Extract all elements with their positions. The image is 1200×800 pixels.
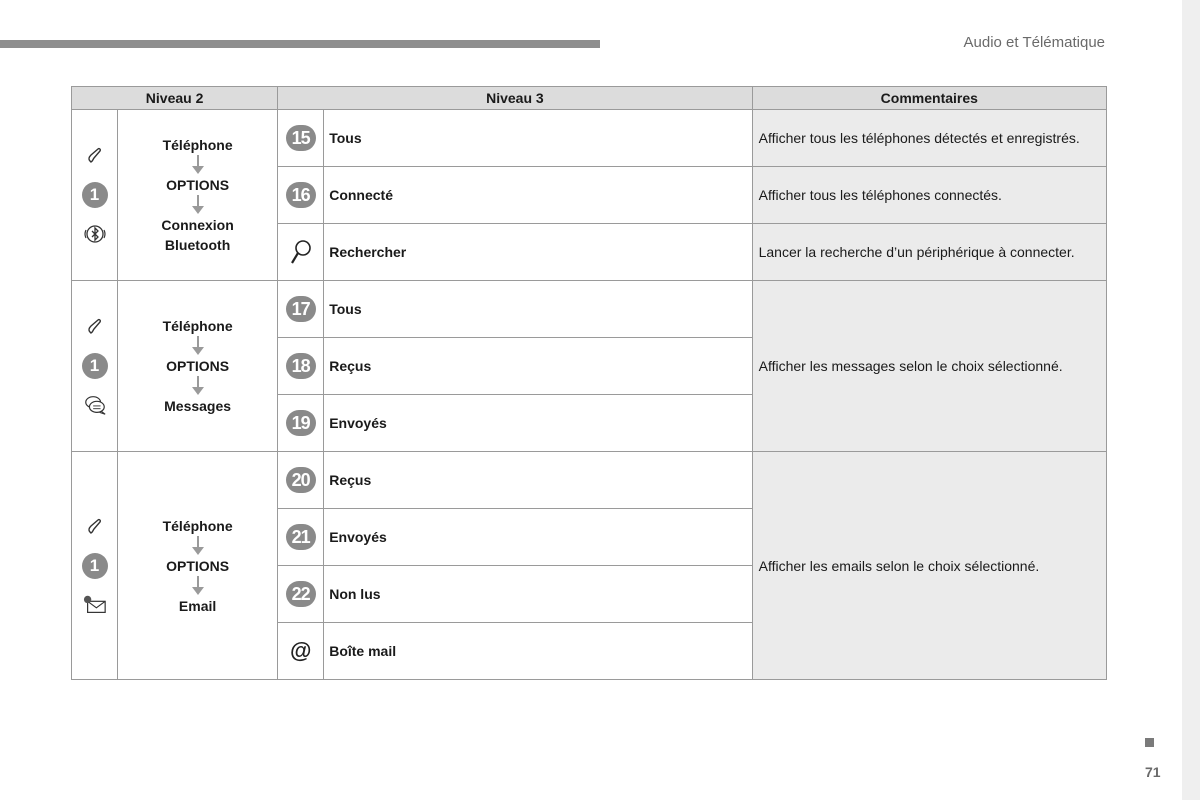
comment-cell: Afficher les emails selon le choix sélectionné.: [752, 452, 1106, 680]
group-path: [118, 281, 278, 452]
header-commentaires: Commentaires: [752, 87, 1106, 110]
down-arrow-icon: [118, 536, 277, 556]
level3-label: Boîte mail: [324, 623, 752, 680]
header-niveau-3: Niveau 3: [278, 87, 752, 110]
message-bubble-icon: [83, 393, 107, 417]
section-title: Audio et Télématique: [963, 34, 1105, 51]
row-number: [278, 167, 324, 224]
group-path: [118, 452, 278, 680]
comment-cell: Lancer la recherche d’un périphérique à connecter.: [752, 224, 1106, 281]
row-number: [278, 338, 324, 395]
step-badge: 17: [286, 296, 316, 322]
path-step: Connexion Bluetooth: [161, 217, 234, 253]
level3-label: Tous: [324, 281, 752, 338]
comment-cell: Afficher tous les téléphones connectés.: [752, 167, 1106, 224]
group-icons: [72, 452, 118, 680]
path-step: Messages: [164, 398, 232, 414]
level3-label: Envoyés: [324, 509, 752, 566]
group-path: [118, 110, 278, 281]
path-step: OPTIONS: [166, 177, 230, 193]
table-row: [72, 110, 1107, 167]
level3-label: Non lus: [324, 566, 752, 623]
header-rule: [0, 40, 600, 48]
row-icon: [278, 224, 324, 281]
row-number: [278, 452, 324, 509]
step-badge: 19: [286, 410, 316, 436]
row-icon: [278, 623, 324, 680]
header-niveau-2: Niveau 2: [72, 87, 278, 110]
menu-badge: 1: [82, 182, 108, 208]
table-row: [72, 281, 1107, 338]
step-badge: 21: [286, 524, 316, 550]
group-icons: [72, 281, 118, 452]
step-badge: 15: [286, 125, 316, 151]
phone-icon: [83, 144, 107, 168]
level3-label: Envoyés: [324, 395, 752, 452]
level3-label: Tous: [324, 110, 752, 167]
path-step: Téléphone: [162, 137, 233, 153]
down-arrow-icon: [118, 155, 277, 175]
row-number: [278, 281, 324, 338]
phone-icon: [83, 515, 107, 539]
page-edge: [1182, 0, 1200, 800]
phone-icon: [83, 315, 107, 339]
row-number: [278, 566, 324, 623]
row-number: [278, 110, 324, 167]
step-badge: 18: [286, 353, 316, 379]
level3-label: Connecté: [324, 167, 752, 224]
page-marker: [1145, 738, 1154, 747]
comment-cell: Afficher les messages selon le choix sélectionné.: [752, 281, 1106, 452]
down-arrow-icon: [118, 336, 277, 356]
page-number: 71: [1145, 764, 1161, 780]
path-step: Téléphone: [162, 517, 233, 534]
table-row: [72, 452, 1107, 509]
level3-label: Reçus: [324, 338, 752, 395]
comment-cell: Afficher tous les téléphones détectés et enregistrés.: [752, 110, 1106, 167]
level3-label: Rechercher: [324, 224, 752, 281]
menu-badge: 1: [82, 553, 108, 579]
menu-table: [71, 86, 1107, 680]
row-number: [278, 395, 324, 452]
path-step: Téléphone: [162, 318, 233, 334]
at-sign-icon: @: [289, 638, 312, 663]
path-step: Email: [178, 597, 217, 614]
row-number: [278, 509, 324, 566]
down-arrow-icon: [118, 576, 277, 596]
step-badge: 20: [286, 467, 316, 493]
group-icons: [72, 110, 118, 281]
magnifier-icon: [289, 238, 313, 266]
down-arrow-icon: [118, 376, 277, 396]
bluetooth-icon: [83, 222, 107, 246]
menu-badge: 1: [82, 353, 108, 379]
path-step: OPTIONS: [166, 557, 230, 574]
step-badge: 16: [286, 182, 316, 208]
down-arrow-icon: [118, 195, 277, 215]
path-step: OPTIONS: [166, 358, 230, 374]
step-badge: 22: [286, 581, 316, 607]
email-envelope-icon: [83, 593, 107, 617]
level3-label: Reçus: [324, 452, 752, 509]
